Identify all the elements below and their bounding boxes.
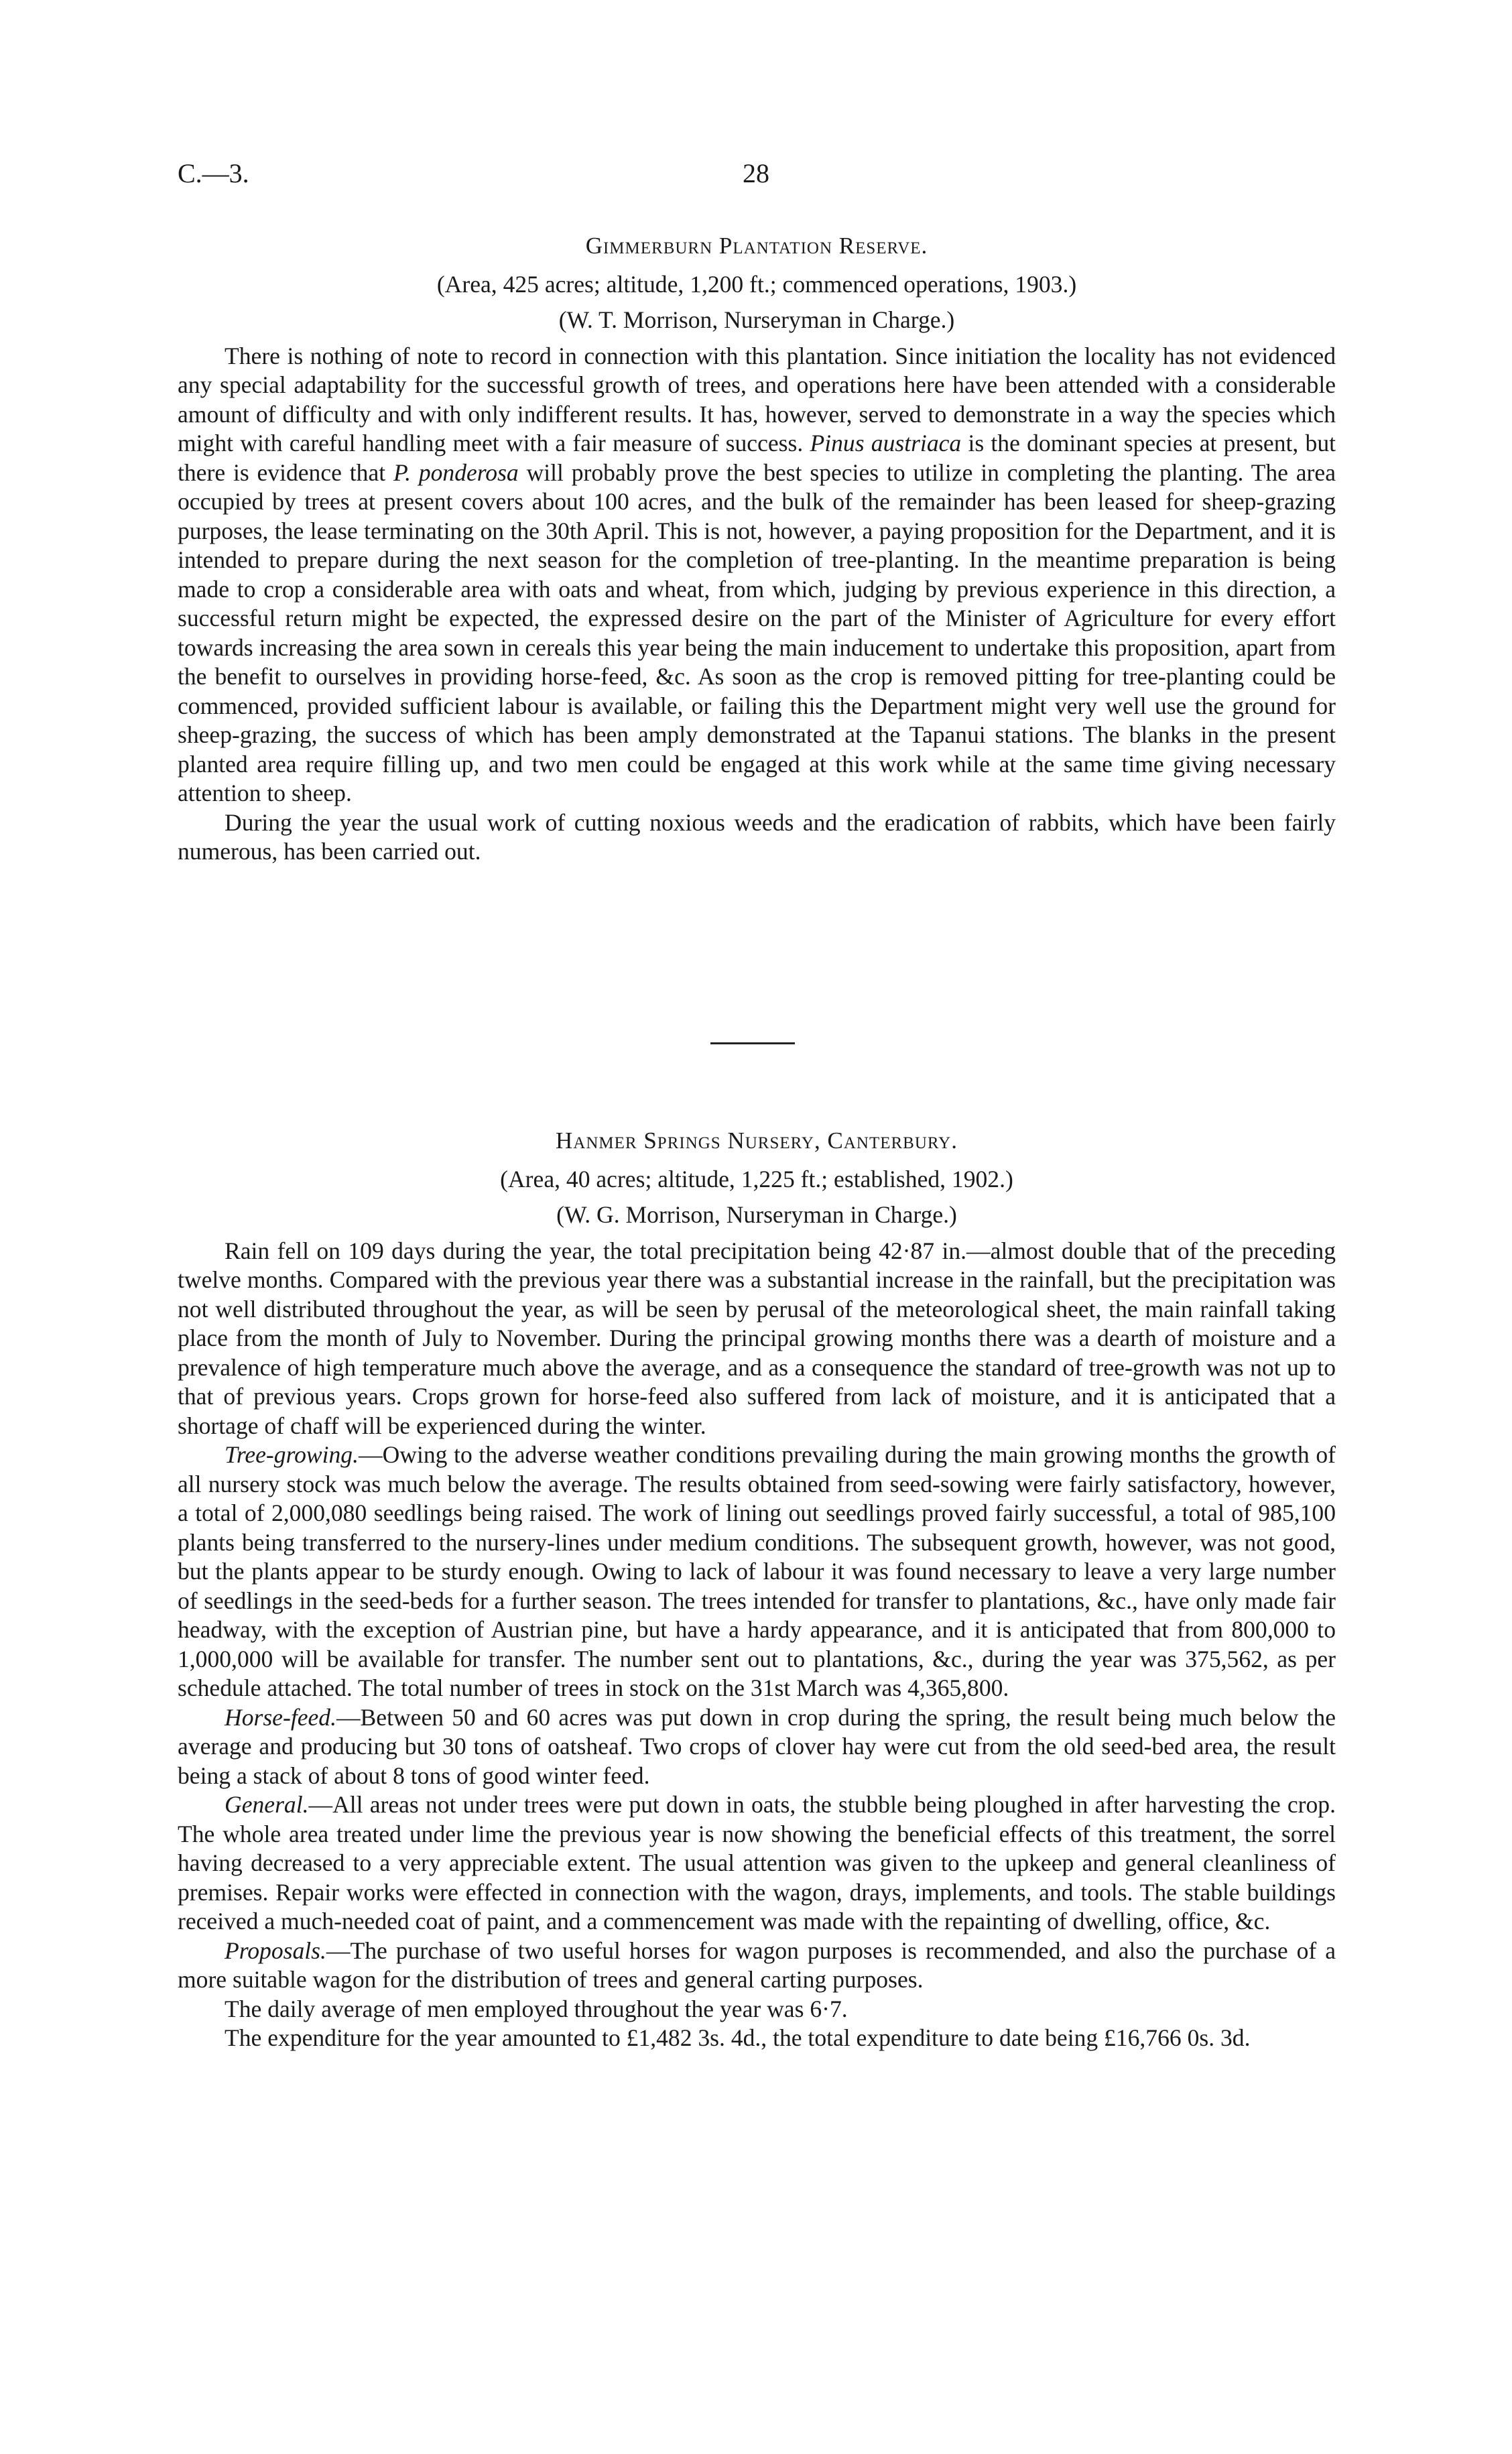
section-title: Hanmer Springs Nursery, Canterbury. xyxy=(556,1127,958,1154)
charge-line: (W. G. Morrison, Nurseryman in Charge.) xyxy=(556,1201,957,1228)
gimmerburn-section xyxy=(178,231,1336,867)
page-header xyxy=(178,158,1334,204)
area-line: (Area, 425 acres; altitude, 1,200 ft.; commenced operations, 1903.) xyxy=(436,270,1077,298)
paragraph: The expenditure for the year amounted to £1,482 3s. 4d., the total expenditure to date being £16,766 0s. 3d. xyxy=(225,2024,1251,2051)
section-title: Gimmerburn Plantation Reserve. xyxy=(585,233,928,259)
horse-feed-paragraph: Horse-feed.—Between 50 and 60 acres was put down in crop during the spring, the result being much below the average and producing but 30 tons of oatsheaf. Two crops of clover hay were cut from the old seed-bed area, the result being a stack of about 8 tons of good winter feed. xyxy=(178,1703,1336,1789)
paragraph: The daily average of men employed throughout the year was 6·7. xyxy=(225,1995,848,2022)
paragraph-label: General. xyxy=(225,1791,309,1818)
paragraph: There is nothing of note to record in connection with this plantation. Since initiation the locality has not evidenced any special adaptability for the successful growth of trees, and operations here have been attended with a considerable amount of difficulty and with only indifferent results. It has, however, served to demonstrate in a way the species which might with careful handling meet with a fair measure of success. Pinus austriaca is the dominant species at present, but there is evidence that P. ponderosa will probably prove the best species to utilize in completing the planting. The area occupied by trees at present covers about 100 acres, and the bulk of the remainder has been leased for sheep-grazing purposes, the lease terminating on the 30th April. This is not, however, a paying proposition for the Department, and it is intended to prepare during the next season for the completion of tree-planting. In the meantime preparation is being made to crop a considerable area with oats and wheat, from which, judging by previous experience in this direction, a successful return might be expected, the expressed desire on the part of the Minister of Agriculture for every effort towards increasing the area sown in cereals this year being the main inducement to undertake this proposition, apart from the benefit to ourselves in providing horse-feed, &c. As soon as the crop is removed pitting for tree-planting could be commenced, provided sufficient labour is available, or failing this the Department might very well use the ground for sheep-grazing, the success of which has been amply demonstrated at the Tapanui stations. The blanks in the present planted area require filling up, and two men could be engaged at this work while at the same time giving necessary attention to sheep. xyxy=(178,342,1336,806)
species-name: P. ponderosa xyxy=(393,458,519,486)
paragraph: During the year the usual work of cutting noxious weeds and the eradication of rabbits, which have been fairly numerous, has been carried out. xyxy=(178,808,1336,865)
page-number: 28 xyxy=(743,158,769,188)
hanmer-section xyxy=(178,1126,1336,2053)
paragraph-label: Proposals. xyxy=(225,1937,326,1964)
charge-line: (W. T. Morrison, Nurseryman in Charge.) xyxy=(558,306,955,333)
paragraph-label: Horse-feed. xyxy=(225,1703,336,1731)
proposals-paragraph: Proposals.—The purchase of two useful horses for wagon purposes is recommended, and also the purchase of a more suitable wagon for the distribution of trees and general carting purposes. xyxy=(178,1937,1336,1993)
paragraph-label: Tree-growing. xyxy=(225,1441,359,1468)
tree-growing-paragraph: Tree-growing.—Owing to the adverse weather conditions prevailing during the main growing months the growth of all nursery stock was much below the average. The results obtained from seed-sowing were fairly satisfactory, however, a total of 2,000,080 seedlings being raised. The work of lining out seedlings proved fairly successful, a total of 985,100 plants being transferred to the nursery-lines under medium conditions. The subsequent growth, however, was not good, but the plants appear to be sturdy enough. Owing to lack of labour it was found necessary to leave a very large number of seedlings in the seed-beds for a further season. The trees intended for transfer to plantations, &c., have only made fair headway, with the exception of Austrian pine, but have a hardy appearance, and it is anticipated that from 800,000 to 1,000,000 will be available for transfer. The number sent out to plantations, &c., during the year was 375,562, as per schedule attached. The total number of trees in stock on the 31st March was 4,365,800. xyxy=(178,1441,1336,1701)
area-line: (Area, 40 acres; altitude, 1,225 ft.; established, 1902.) xyxy=(500,1165,1013,1192)
document-reference: C.—3. xyxy=(178,158,249,188)
section-divider xyxy=(710,1042,795,1044)
general-paragraph: General.—All areas not under trees were put down in oats, the stubble being ploughed in after harvesting the crop. The whole area treated under lime the previous year is now showing the beneficial effects of this treatment, the sorrel having decreased to a very appreciable extent. The usual attention was given to the upkeep and general cleanliness of premises. Repair works were effected in connection with the wagon, drays, implements, and tools. The stable buildings received a much-needed coat of paint, and a commencement was made with the repainting of dwelling, office, &c. xyxy=(178,1791,1336,1935)
paragraph: Rain fell on 109 days during the year, the total precipitation being 42·87 in.—almost double that of the preceding twelve months. Compared with the previous year there was a substantial increase in the rainfall, but the precipitation was not well distributed throughout the year, as will be seen by perusal of the meteorological sheet, the main rainfall taking place from the month of July to November. During the principal growing months there was a dearth of moisture and a prevalence of high temperature much above the average, and as a consequence the standard of tree-growth was not up to that of previous years. Crops grown for horse-feed also suffered from lack of moisture, and it is anticipated that a shortage of chaff will be experienced during the winter. xyxy=(178,1237,1336,1439)
species-name: Pinus austriaca xyxy=(810,430,962,456)
